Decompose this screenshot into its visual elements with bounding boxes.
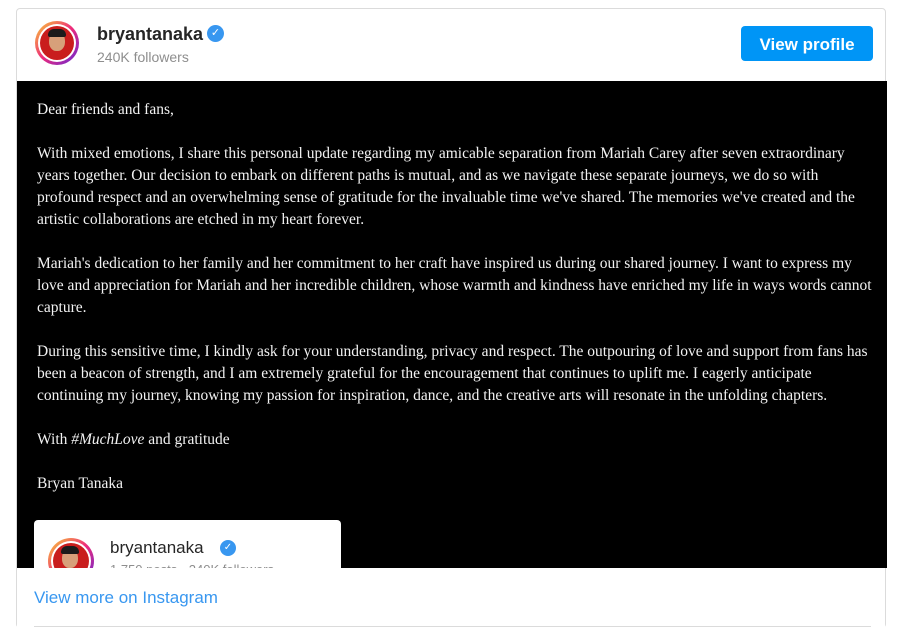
post-footer bbox=[17, 568, 885, 628]
letter-paragraph: During this sensitive time, I kindly ask for your understanding, privacy and respect. The outpouring of love and support from fans has been a beacon of strength, and I am extremely grateful for the encouragement that continues to uplift me. I eagerly anticipate continuing my journey, knowing my passion for inspiration, dance, and the creative arts will resonate in the unfolding chapters. bbox=[37, 343, 868, 404]
letter-signature: Bryan Tanaka bbox=[37, 475, 123, 492]
post-image[interactable] bbox=[17, 81, 887, 568]
avatar[interactable] bbox=[35, 21, 79, 65]
verified-badge-icon: ✓ bbox=[207, 25, 224, 42]
post-header bbox=[17, 9, 885, 81]
follower-count: 240K followers bbox=[97, 49, 189, 65]
divider bbox=[34, 626, 871, 627]
letter-paragraph: With mixed emotions, I share this personal update regarding my amicable separation from Mariah Carey after seven extraordinary years together. Our decision to embark on different paths is mutual, and as we navigate these separate journeys, we do so with profound respect and an overwhelming sense of gratitude for the invaluable time we've shared. The memories we've created and the artistic collaborations are etched in my heart forever. bbox=[37, 145, 855, 228]
letter-paragraph: Mariah's dedication to her family and her commitment to her craft have inspired us during our shared journey. I want to express my love and appreciation for Mariah and her incredible children, whose warmth and kindness have enriched my life in ways words cannot capture. bbox=[37, 255, 872, 316]
view-profile-button[interactable]: View profile bbox=[741, 26, 873, 61]
view-more-link[interactable]: View more on Instagram bbox=[34, 588, 218, 607]
letter-paragraph: Dear friends and fans, bbox=[37, 101, 174, 118]
username[interactable]: bryantanaka bbox=[97, 24, 204, 44]
closing-suffix: and gratitude bbox=[144, 431, 230, 448]
closing-prefix: With bbox=[37, 431, 72, 448]
instagram-embed-card bbox=[16, 8, 886, 628]
letter-closing bbox=[37, 429, 877, 451]
embed-username[interactable]: bryantanaka bbox=[110, 538, 204, 557]
verified-badge-icon: ✓ bbox=[220, 540, 236, 556]
hashtag: #MuchLove bbox=[71, 431, 145, 448]
letter-text bbox=[37, 99, 877, 517]
